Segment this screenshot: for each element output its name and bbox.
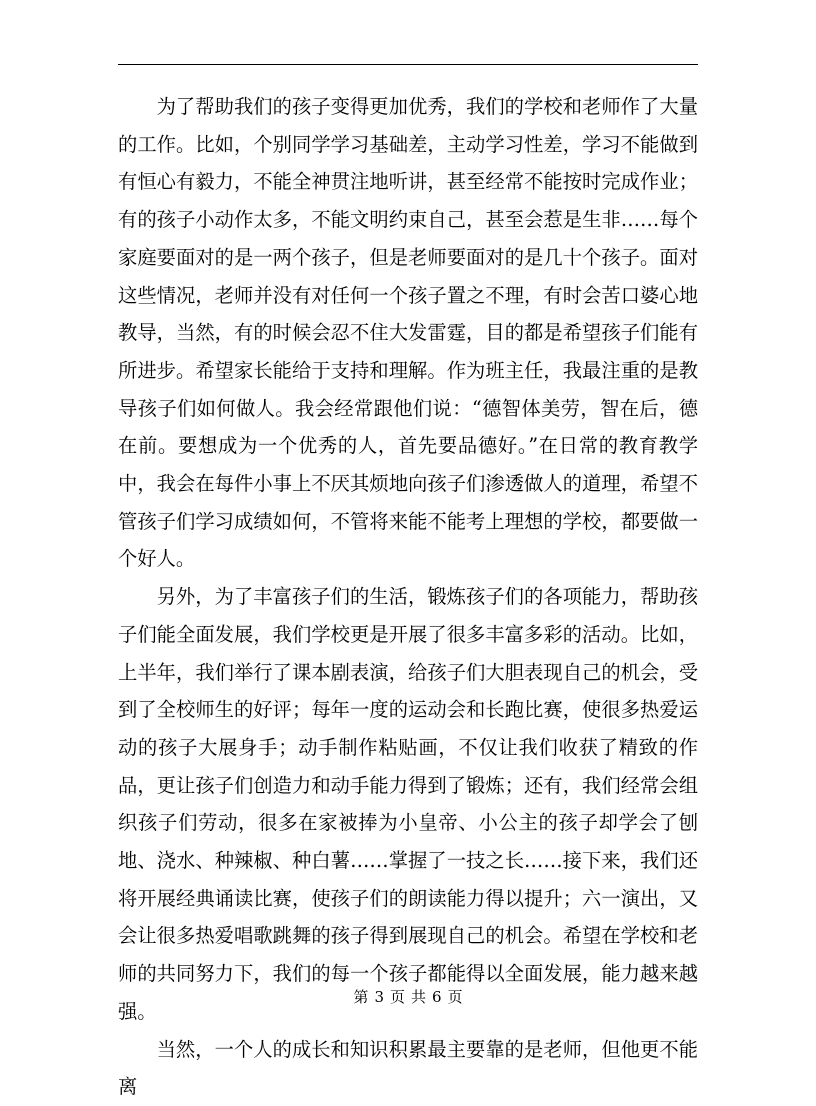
footer-ye-2: 页 (447, 988, 463, 1006)
footer-total-pages: 6 (432, 988, 442, 1006)
document-body (118, 88, 698, 1106)
paragraph-1: 为了帮助我们的孩子变得更加优秀，我们的学校和老师作了大量的工作。比如，个别同学学习基础差，主动学习性差，学习不能做到有恒心有毅力，不能全神贯注地听讲，甚至经常不能按时完成作业；有的孩子小动作太多，不能文明约束自己，甚至会惹是生非……每个家庭要面对的是一两个孩子，但是老师要面对的是几十个孩子。面对这些情况，老师并没有对任何一个孩子置之不理，有时会苦口婆心地教导，当然，有的时候会忍不住大发雷霆，目的都是希望孩子们能有所进步。希望家长能给于支持和理解。作为班主任，我最注重的是教导孩子们如何做人。我会经常跟他们说：“德智体美劳，智在后，德在前。要想成为一个优秀的人，首先要品德好。”在日常的教育教学中，我会在每件小事上不厌其烦地向孩子们渗透做人的道理，希望不管孩子们学习成绩如何，不管将来能不能考上理想的学校，都要做一个好人。 (118, 95, 698, 571)
header-rule (118, 64, 698, 65)
paragraph-2: 另外，为了丰富孩子们的生活，锻炼孩子们的各项能力，帮助孩子们能全面发展，我们学校更是开展了很多丰富多彩的活动。比如，上半年，我们举行了课本剧表演，给孩子们大胆表现自己的机会，受到了全校师生的好评；每年一度的运动会和长跑比赛，使很多热爱运动的孩子大展身手；动手制作粘贴画，不仅让我们收获了精致的作品，更让孩子们创造力和动手能力得到了锻炼；还有，我们经常会组织孩子们劳动，很多在家被捧为小皇帝、小公主的孩子却学会了刨地、浇水、种辣椒、种白薯……掌握了一技之长……接下来，我们还将开展经典诵读比赛，使孩子们的朗读能力得以提升；六一演出，又会让很多热爱唱歌跳舞的孩子得到展现自己的机会。希望在学校和老师的共同努力下，我们的每一个孩子都能得以全面发展，能力越来越强。 (118, 585, 698, 1023)
footer-gong: 共 (411, 988, 427, 1006)
footer-ye: 页 (389, 988, 405, 1006)
footer-di: 第 (353, 988, 369, 1006)
paragraph-3: 当然，一个人的成长和知识积累最主要靠的是老师，但他更不能离 (118, 1037, 698, 1099)
footer-page-number: 3 (374, 988, 384, 1006)
page-footer (0, 987, 816, 1007)
